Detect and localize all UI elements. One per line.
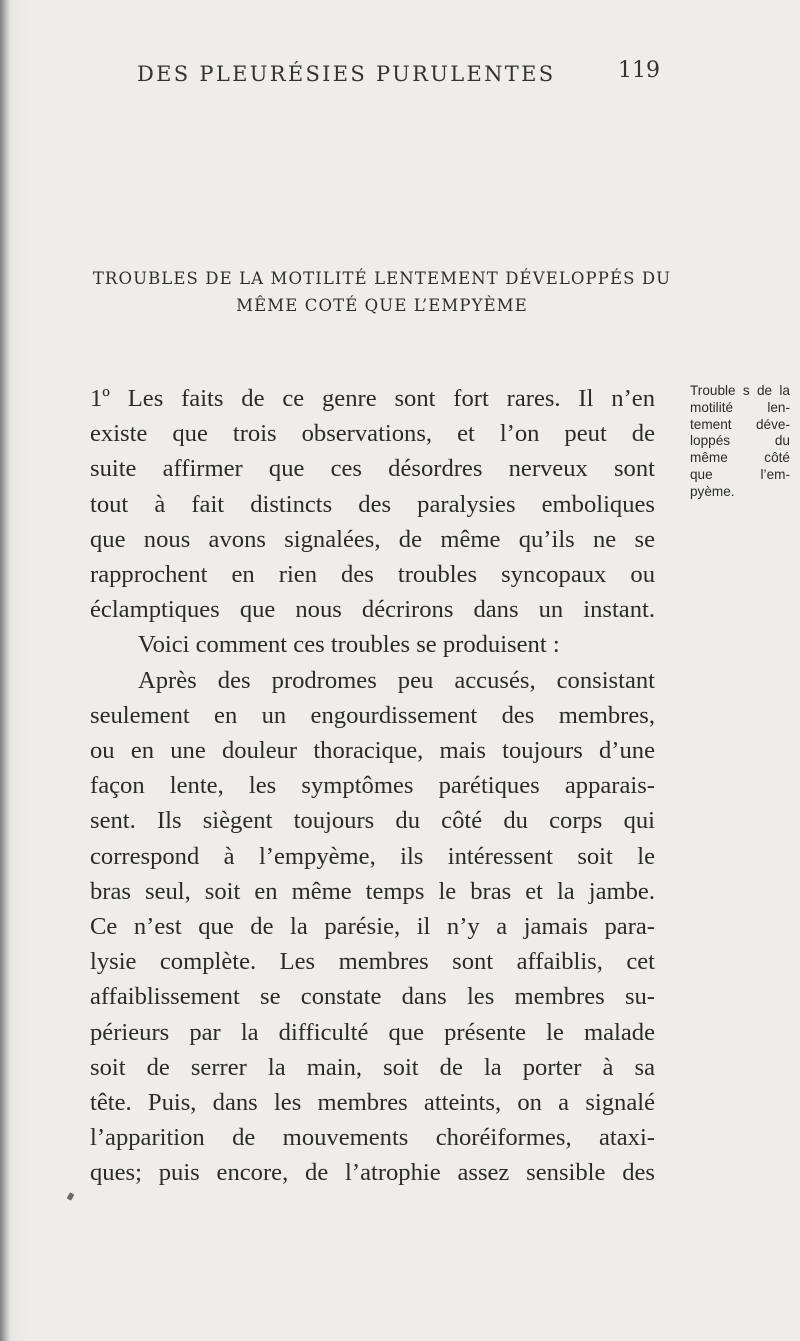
body-line: 1º Les faits de ce genre sont fort rares. Il n’en <box>90 385 655 412</box>
chapter-title-line: MÊME COTÉ QUE L’EMPYÈME <box>236 296 528 315</box>
body-line: seulement en un engourdissement des membres, <box>90 701 655 729</box>
body-line: tout à fait distincts des paralysies emboliques <box>90 490 655 518</box>
body-line: Voici comment ces troubles se produisent : <box>138 631 560 659</box>
ink-speck <box>67 1192 75 1201</box>
body-line: Ce n’est que de la parésie, il n’y a jamais para- <box>90 913 655 941</box>
page-number: 119 <box>618 58 660 83</box>
body-line: bras seul, soit en même temps le bras et la jambe. <box>90 877 655 905</box>
margin-note-line: motilité len- <box>690 399 790 415</box>
body-line: l’apparition de mouvements choréiformes, ataxi- <box>90 1124 655 1152</box>
body-line: tête. Puis, dans les membres atteints, on a signalé <box>90 1089 655 1117</box>
body-line: lysie complète. Les membres sont affaiblis, cet <box>90 948 655 976</box>
margin-note-line: pyème. <box>690 483 735 499</box>
chapter-title <box>92 265 672 319</box>
body-line: suite affirmer que ces désordres nerveux sont <box>90 455 655 483</box>
body-line: correspond à l’empyème, ils intéressent soit le <box>90 842 655 870</box>
body-line: sent. Ils siègent toujours du côté du corps qui <box>90 807 655 835</box>
margin-note-line: loppés du <box>690 433 790 449</box>
body-line: ou en une douleur thoracique, mais toujours d’une <box>90 737 655 765</box>
margin-note-line: tement déve- <box>690 416 790 432</box>
body-line: existe que trois observations, et l’on peut de <box>90 420 655 448</box>
body-line: affaiblissement se constate dans les membres su- <box>90 983 655 1011</box>
body-line: rapprochent en rien des troubles syncopaux ou <box>90 561 655 589</box>
body-line: ques; puis encore, de l’atrophie assez sensible des <box>90 1159 655 1187</box>
margin-note-line: que l’em- <box>690 466 790 482</box>
margin-note-line: Trouble s de la <box>690 383 790 398</box>
body-line: façon lente, les symptômes parétiques apparais- <box>90 772 655 800</box>
body-line: éclamptiques que nous décrirons dans un instant. <box>90 596 655 624</box>
body-line: Après des prodromes peu accusés, consistant <box>138 666 655 694</box>
margin-note <box>690 383 790 501</box>
running-head: DES PLEURÉSIES PURULENTES <box>137 62 556 86</box>
body-line: que nous avons signalées, de même qu’ils ne se <box>90 525 655 553</box>
margin-note-line: même côté <box>690 450 790 466</box>
page-binding-edge <box>0 0 10 1341</box>
body-line: périeurs par la difficulté que présente le malade <box>90 1018 655 1046</box>
chapter-title-line: TROUBLES DE LA MOTILITÉ LENTEMENT DÉVELOPPÉS DU <box>92 269 672 288</box>
body-paragraphs <box>90 381 655 1191</box>
body-line: soit de serrer la main, soit de la porter à sa <box>90 1053 655 1081</box>
